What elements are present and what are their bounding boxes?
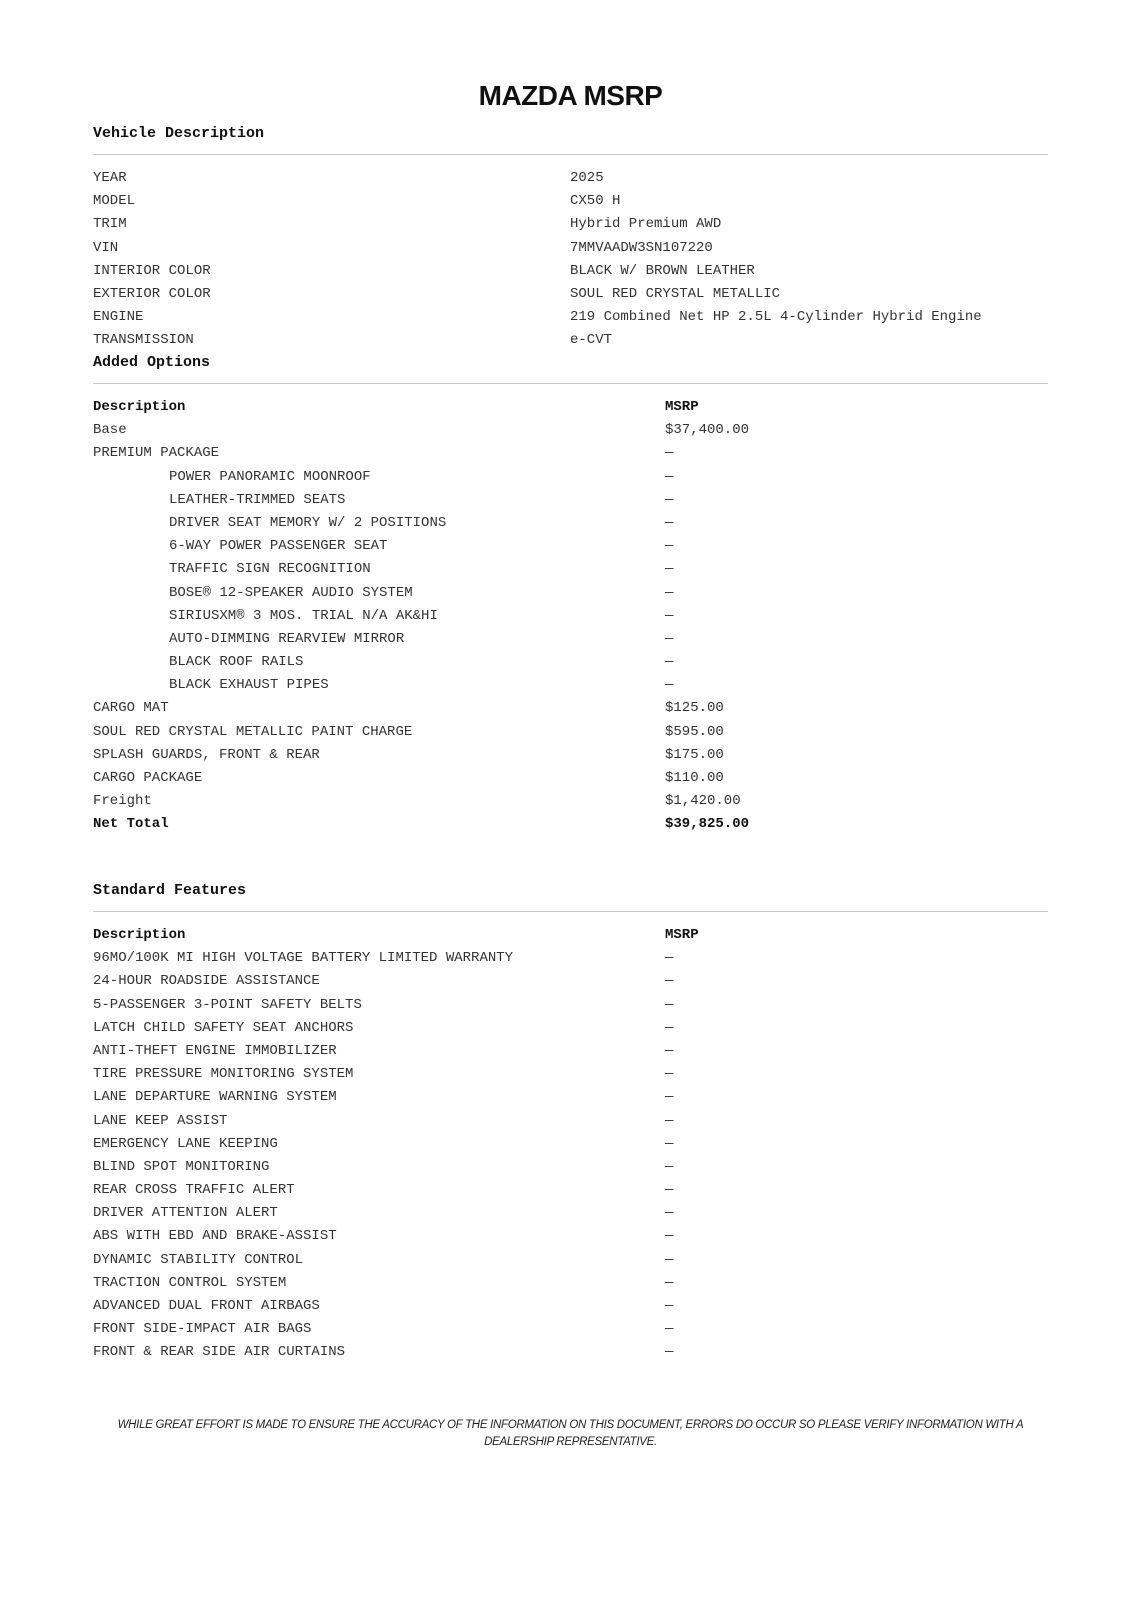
table-row — [93, 1225, 1048, 1248]
table-row — [93, 1133, 1048, 1156]
feature-description: BLIND SPOT MONITORING — [93, 1158, 270, 1175]
column-header-msrp: MSRP — [665, 927, 699, 943]
net-total-row — [93, 813, 1048, 836]
table-row — [93, 970, 1048, 993]
table-row — [93, 744, 1048, 767]
option-description: 6-WAY POWER PASSENGER SEAT — [169, 538, 388, 555]
feature-msrp: — — [665, 996, 674, 1013]
table-row — [93, 558, 1048, 581]
table-row — [93, 1295, 1048, 1318]
column-header-description: Description — [93, 927, 186, 943]
feature-msrp: — — [665, 1228, 674, 1245]
option-description: SPLASH GUARDS, FRONT & REAR — [93, 746, 320, 763]
table-row — [93, 1017, 1048, 1040]
feature-msrp: — — [665, 950, 674, 967]
table-row — [93, 1110, 1048, 1133]
row-value: 2025 — [570, 170, 604, 186]
option-description: PREMIUM PACKAGE — [93, 445, 220, 462]
option-msrp: — — [665, 561, 674, 578]
row-value: BLACK W/ BROWN LEATHER — [570, 262, 755, 279]
feature-description: LANE DEPARTURE WARNING SYSTEM — [93, 1089, 337, 1106]
feature-description: DRIVER ATTENTION ALERT — [93, 1205, 278, 1222]
option-msrp: — — [665, 468, 674, 485]
option-msrp: — — [665, 445, 674, 462]
feature-description: FRONT SIDE-IMPACT AIR BAGS — [93, 1321, 312, 1338]
feature-msrp: — — [665, 1298, 674, 1314]
feature-msrp: — — [665, 1251, 674, 1268]
feature-msrp: — — [665, 1135, 674, 1152]
option-description: BOSE® 12-SPEAKER AUDIO SYSTEM — [169, 584, 413, 601]
option-description: Freight — [93, 793, 152, 810]
feature-description: DYNAMIC STABILITY CONTROL — [93, 1251, 304, 1268]
option-msrp: — — [665, 677, 674, 694]
option-description: DRIVER SEAT MEMORY W/ 2 POSITIONS — [169, 514, 447, 531]
option-msrp: $1,420.00 — [665, 793, 741, 810]
row-value: Hybrid Premium AWD — [570, 216, 722, 233]
option-msrp: — — [665, 630, 674, 647]
table-row — [93, 721, 1048, 744]
feature-description: EMERGENCY LANE KEEPING — [93, 1135, 278, 1152]
option-description: SOUL RED CRYSTAL METALLIC PAINT CHARGE — [93, 723, 413, 740]
feature-msrp: — — [665, 1274, 674, 1291]
row-label: TRIM — [93, 216, 127, 233]
feature-description: REAR CROSS TRAFFIC ALERT — [93, 1182, 295, 1199]
row-value: CX50 H — [570, 193, 621, 210]
table-row — [93, 582, 1048, 605]
option-description: CARGO PACKAGE — [93, 770, 203, 786]
option-msrp: — — [665, 584, 674, 601]
vehicle-row-transmission — [93, 329, 1048, 352]
table-row — [93, 1179, 1048, 1202]
option-msrp: $110.00 — [665, 770, 724, 786]
disclaimer: WHILE GREAT EFFORT IS MADE TO ENSURE THE ACCURACY OF THE INFORMATION ON THIS DOCUMENT, ERRORS DO OCCUR SO PLEASE VERIFY INFORMATION WITH A DEALERSHIP REPRESENTATIVE. — [117, 1419, 1024, 1448]
feature-msrp: — — [665, 1066, 674, 1083]
row-value: 7MMVAADW3SN107220 — [570, 239, 713, 256]
feature-description: LANE KEEP ASSIST — [93, 1112, 228, 1129]
row-label: MODEL — [93, 193, 136, 210]
table-row — [93, 767, 1048, 790]
feature-msrp: — — [665, 1321, 674, 1338]
feature-description: 96MO/100K MI HIGH VOLTAGE BATTERY LIMITED WARRANTY — [93, 950, 514, 967]
table-row — [93, 994, 1048, 1017]
table-row — [93, 1341, 1048, 1364]
option-description: AUTO-DIMMING REARVIEW MIRROR — [169, 630, 405, 647]
option-description: TRAFFIC SIGN RECOGNITION — [169, 561, 371, 578]
feature-msrp: — — [665, 973, 674, 990]
vehicle-row-trim — [93, 213, 1048, 236]
table-row — [93, 697, 1048, 720]
row-label: VIN — [93, 239, 119, 256]
table-row — [93, 419, 1048, 442]
vehicle-row-model — [93, 190, 1048, 213]
option-description: BLACK EXHAUST PIPES — [169, 677, 329, 694]
row-label: EXTERIOR COLOR — [93, 285, 211, 302]
table-row — [93, 535, 1048, 558]
table-row — [93, 947, 1048, 970]
row-label: YEAR — [93, 170, 127, 186]
feature-msrp: — — [665, 1042, 674, 1059]
added-options-table — [93, 396, 1048, 837]
feature-description: FRONT & REAR SIDE AIR CURTAINS — [93, 1344, 346, 1361]
vehicle-row-year — [93, 167, 1048, 190]
feature-description: LATCH CHILD SAFETY SEAT ANCHORS — [93, 1019, 354, 1036]
table-row — [93, 1318, 1048, 1341]
option-msrp: $175.00 — [665, 746, 724, 763]
vehicle-row-vin — [93, 237, 1048, 260]
added-options-heading: Added Options — [93, 354, 211, 371]
option-msrp: $125.00 — [665, 700, 724, 717]
standard-features-heading: Standard Features — [93, 882, 247, 899]
feature-description: TIRE PRESSURE MONITORING SYSTEM — [93, 1066, 354, 1083]
feature-description: TRACTION CONTROL SYSTEM — [93, 1274, 287, 1291]
feature-description: 5-PASSENGER 3-POINT SAFETY BELTS — [93, 996, 362, 1013]
table-row — [93, 1063, 1048, 1086]
option-description: SIRIUSXM® 3 MOS. TRIAL N/A AK&HI — [169, 607, 438, 624]
column-header-description: Description — [93, 399, 186, 415]
table-row — [93, 1249, 1048, 1272]
table-row — [93, 489, 1048, 512]
option-msrp: — — [665, 538, 674, 555]
vehicle-description-table — [93, 167, 1048, 353]
table-header — [93, 924, 1048, 947]
feature-msrp: — — [665, 1205, 674, 1222]
table-row — [93, 628, 1048, 651]
standard-features-table — [93, 924, 1048, 1365]
vehicle-description-heading: Vehicle Description — [93, 125, 265, 142]
option-msrp: $37,400.00 — [665, 422, 750, 439]
option-msrp: — — [665, 514, 674, 531]
feature-msrp: — — [665, 1344, 674, 1361]
option-description: CARGO MAT — [93, 700, 169, 717]
table-row — [93, 466, 1048, 489]
table-row — [93, 512, 1048, 535]
row-value: SOUL RED CRYSTAL METALLIC — [570, 285, 781, 302]
row-label: ENGINE — [93, 309, 144, 326]
row-label: INTERIOR COLOR — [93, 262, 211, 279]
table-row — [93, 1040, 1048, 1063]
table-row — [93, 1086, 1048, 1109]
row-value: e-CVT — [570, 332, 613, 349]
feature-msrp: — — [665, 1019, 674, 1036]
row-label: TRANSMISSION — [93, 332, 194, 349]
option-msrp: — — [665, 491, 674, 508]
row-value: 219 Combined Net HP 2.5L 4-Cylinder Hybrid Engine — [570, 309, 982, 326]
option-msrp: — — [665, 654, 674, 671]
option-description: LEATHER-TRIMMED SEATS — [169, 491, 346, 508]
divider — [93, 154, 1048, 155]
net-total-label: Net Total — [93, 816, 169, 833]
feature-description: ANTI-THEFT ENGINE IMMOBILIZER — [93, 1042, 337, 1059]
vehicle-row-exterior-color — [93, 283, 1048, 306]
net-total-value: $39,825.00 — [665, 816, 750, 833]
option-description: POWER PANORAMIC MOONROOF — [169, 468, 371, 485]
feature-description: 24-HOUR ROADSIDE ASSISTANCE — [93, 973, 320, 990]
option-msrp: $595.00 — [665, 723, 724, 740]
vehicle-row-engine — [93, 306, 1048, 329]
divider — [93, 911, 1048, 912]
vehicle-row-interior-color — [93, 260, 1048, 283]
feature-msrp: — — [665, 1158, 674, 1175]
feature-msrp: — — [665, 1182, 674, 1199]
table-header — [93, 396, 1048, 419]
table-row — [93, 651, 1048, 674]
page-title: MAZDA MSRP — [478, 80, 663, 111]
table-row — [93, 1272, 1048, 1295]
table-row — [93, 442, 1048, 465]
divider — [93, 383, 1048, 384]
feature-msrp: — — [665, 1089, 674, 1106]
option-msrp: — — [665, 607, 674, 624]
feature-description: ADVANCED DUAL FRONT AIRBAGS — [93, 1298, 320, 1314]
table-row — [93, 1202, 1048, 1225]
table-row — [93, 674, 1048, 697]
feature-msrp: — — [665, 1112, 674, 1129]
column-header-msrp: MSRP — [665, 399, 699, 415]
table-row — [93, 1156, 1048, 1179]
option-description: Base — [93, 422, 127, 439]
option-description: BLACK ROOF RAILS — [169, 654, 304, 671]
table-row — [93, 605, 1048, 628]
table-row — [93, 790, 1048, 813]
feature-description: ABS WITH EBD AND BRAKE-ASSIST — [93, 1228, 337, 1245]
